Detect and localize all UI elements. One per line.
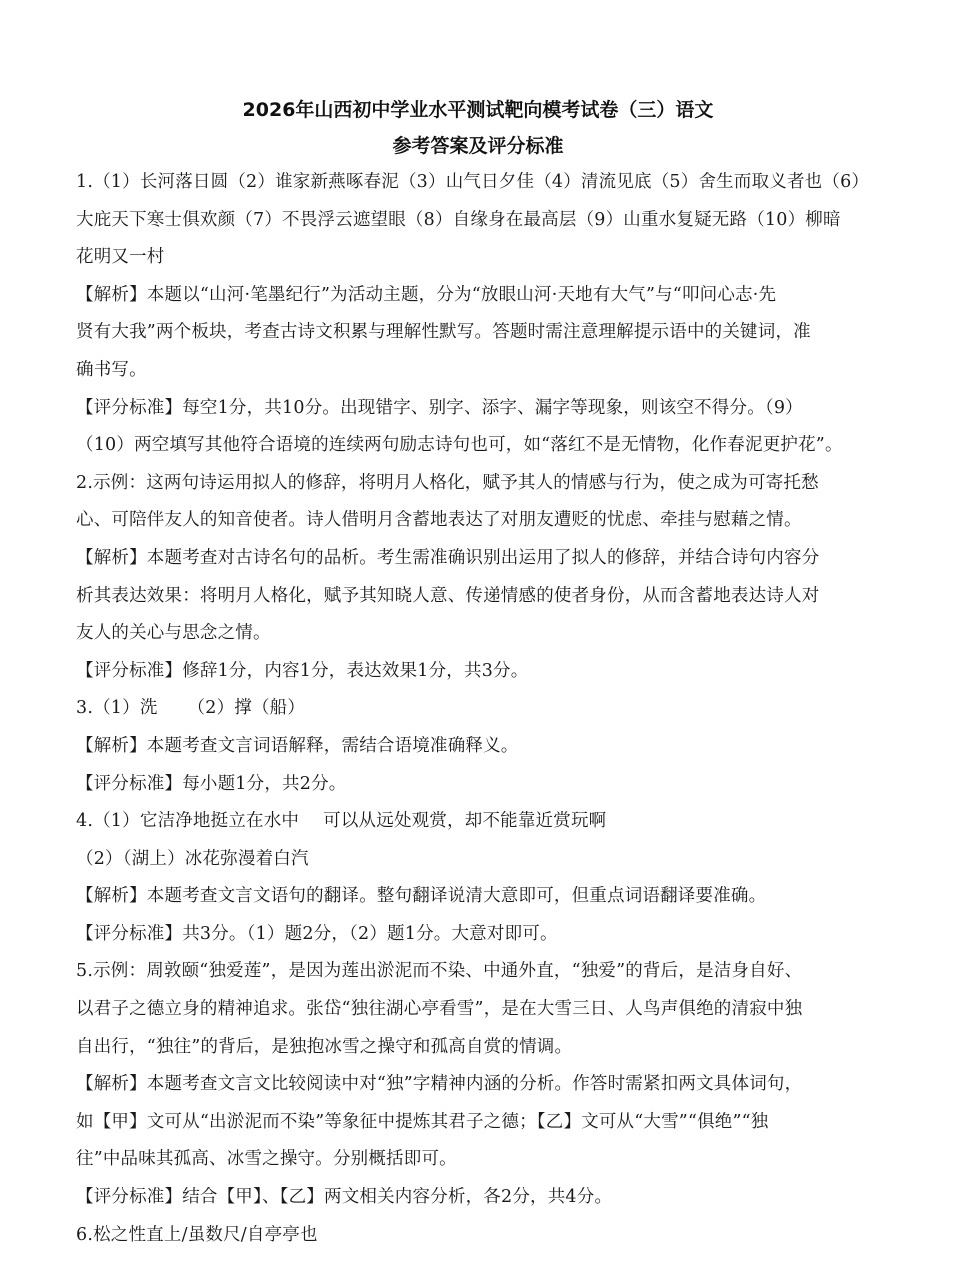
q4-answer-part-2: 可以从远处观赏，却不能靠近赏玩啊 (323, 811, 607, 832)
answer-body (76, 164, 896, 1254)
q1-answer-line-2: 大庇天下寒士俱欢颜（7）不畏浮云遮望眼（8）自缘身在最高层（9）山重水复疑无路（10）柳暗 (76, 209, 841, 230)
q2-analysis-line-1: 【解析】本题考查对古诗名句的品析。考生需准确识别出运用了拟人的修辞，并结合诗句内容分 (76, 547, 820, 568)
q1-analysis-line-2: 贤有大我”两个板块，考查古诗文积累与理解性默写。答题时需注意理解提示语中的关键词，准 (76, 322, 811, 343)
q3-answer-part-2: （2）撑（船） (187, 698, 306, 719)
q1-scoring-line-1: 【评分标准】每空1分，共10分。出现错字、别字、添字、漏字等现象，则该空不得分。（9） (76, 397, 803, 418)
q4-answer-line-2: （2）（湖上）冰花弥漫着白汽 (76, 848, 309, 869)
q4-answer-part-1: 4.（1）它洁净地挺立在水中 (76, 811, 300, 832)
document-subtitle: 参考答案及评分标准 (392, 135, 564, 157)
q1-analysis-line-3: 确书写。 (76, 359, 147, 380)
q3-analysis-line: 【解析】本题考查文言词语解释，需结合语境准确释义。 (76, 735, 519, 756)
q3-scoring-line: 【评分标准】每小题1分，共2分。 (76, 773, 347, 794)
q5-scoring-line: 【评分标准】结合【甲】、【乙】两文相关内容分析，各2分，共4分。 (76, 1187, 613, 1208)
q5-answer-line-2: 以君子之德立身的精神追求。张岱“独往湖心亭看雪”，是在大雪三日、人鸟声俱绝的清寂中独 (76, 999, 803, 1020)
q2-answer-line-2: 心、可陪伴友人的知音使者。诗人借明月含蓄地表达了对朋友遭贬的忧虑、牵挂与慰藉之情。 (76, 510, 802, 531)
q5-analysis-line-1: 【解析】本题考查文言文比较阅读中对“独”字精神内涵的分析。作答时需紧扣两文具体词句， (76, 1074, 803, 1095)
q1-scoring-line-2: （10）两空填写其他符合语境的连续两句励志诗句也可，如“落红不是无情物，化作春泥更护花”。 (76, 435, 843, 456)
q5-answer-line-3: 自出行，“独往”的背后，是独抱冰雪之操守和孤高自赏的情调。 (76, 1036, 573, 1057)
q2-analysis-line-3: 友人的关心与思念之情。 (76, 623, 271, 644)
q1-analysis-line-1: 【解析】本题以“山河·笔墨纪行”为活动主题，分为“放眼山河·天地有大气”与“叩问心志·先 (76, 284, 777, 305)
document-title: 2026年山西初中学业水平测试靶向模考试卷（三）语文 (242, 99, 714, 121)
q3-answer-part-1: 3.（1）洗 (76, 698, 158, 719)
q2-scoring-line: 【评分标准】修辞1分，内容1分，表达效果1分，共3分。 (76, 660, 529, 681)
q5-analysis-line-2: 如【甲】文可从“出淤泥而不染”等象征中提炼其君子之德；【乙】文可从“大雪”“俱绝”“独 (76, 1111, 769, 1132)
q5-analysis-line-3: 往”中品味其孤高、冰雪之操守。分别概括即可。 (76, 1149, 457, 1170)
q5-answer-line-1: 5.示例：周敦颐“独爱莲”，是因为莲出淤泥而不染、中通外直，“独爱”的背后，是洁身自好、 (76, 961, 803, 982)
q4-scoring-line: 【评分标准】共3分。（1）题2分，（2）题1分。大意对即可。 (76, 923, 558, 944)
q1-answer-line-3: 花明又一村 (76, 247, 165, 268)
q6-answer-line: 6.松之性直上/虽数尺/自亭亭也 (76, 1224, 318, 1245)
q4-analysis-line: 【解析】本题考查文言文语句的翻译。整句翻译说清大意即可，但重点词语翻译要准确。 (76, 886, 767, 907)
q3-answer-line (76, 690, 896, 728)
q2-answer-line-1: 2.示例：这两句诗运用拟人的修辞，将明月人格化，赋予其人的情感与行为，使之成为可寄托愁 (76, 472, 819, 493)
q1-answer-line-1: 1.（1）长河落日圆（2）谁家新燕啄春泥（3）山气日夕佳（4）清流见底（5）舍生而取义者也（6） (76, 172, 870, 192)
q2-analysis-line-2: 析其表达效果：将明月人格化，赋予其知晓人意、传递情感的使者身份，从而含蓄地表达诗人对 (76, 585, 820, 606)
q4-answer-line-1 (76, 803, 896, 841)
